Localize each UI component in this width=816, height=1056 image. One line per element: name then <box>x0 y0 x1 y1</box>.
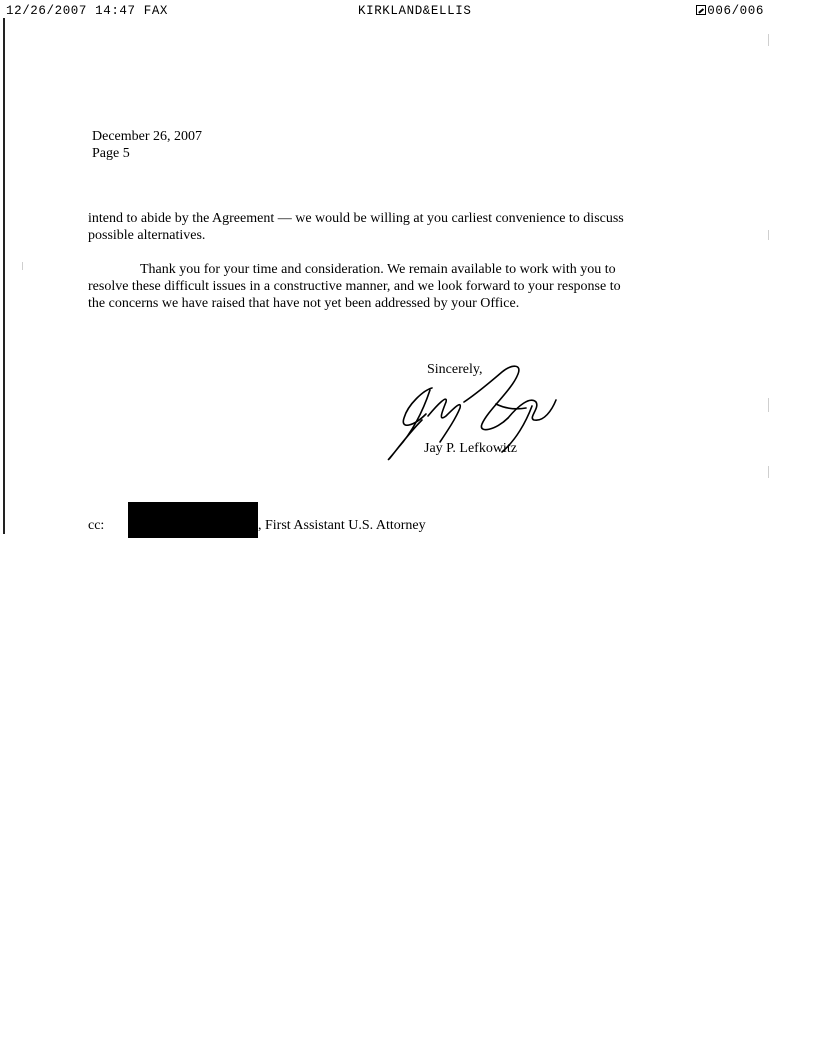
fax-page-counter-wrap <box>696 4 764 18</box>
paragraph-line: the concerns we have raised that have not yet been addressed by your Office. <box>88 296 520 311</box>
scan-speck <box>768 230 769 240</box>
paragraph-line <box>88 261 720 278</box>
page-number: Page 5 <box>92 146 130 161</box>
paragraph-line-text: Thank you for your time and consideration. We remain available to work with you to <box>140 262 616 277</box>
paragraph-thank-you <box>88 261 720 312</box>
paragraph-line: resolve these difficult issues in a constructive manner, and we look forward to your response to <box>88 279 621 294</box>
signer-name: Jay P. Lefkowitz <box>424 441 517 456</box>
fax-page-icon <box>696 5 706 15</box>
paragraph-continuation <box>88 210 720 244</box>
closing-salutation: Sincerely, <box>427 362 483 377</box>
letter-date: December 26, 2007 <box>92 129 203 144</box>
paragraph-line: intend to abide by the Agreement — we would be willing at you carliest convenience to discuss <box>88 211 624 226</box>
scan-edge-line <box>3 18 5 534</box>
scan-speck <box>768 398 769 412</box>
fax-page-counter: 006/006 <box>707 4 764 18</box>
cc-recipient-title: , First Assistant U.S. Attorney <box>258 518 426 533</box>
cc-label: cc: <box>88 518 105 533</box>
fax-header <box>0 4 816 20</box>
scan-speck <box>768 34 769 46</box>
fax-firm-name: KIRKLAND&ELLIS <box>358 4 472 18</box>
redaction-box <box>128 502 258 538</box>
paragraph-line: possible alternatives. <box>88 228 206 243</box>
fax-datetime: 12/26/2007 14:47 FAX <box>6 4 169 18</box>
scan-speck <box>22 262 23 270</box>
scan-speck <box>768 466 769 478</box>
